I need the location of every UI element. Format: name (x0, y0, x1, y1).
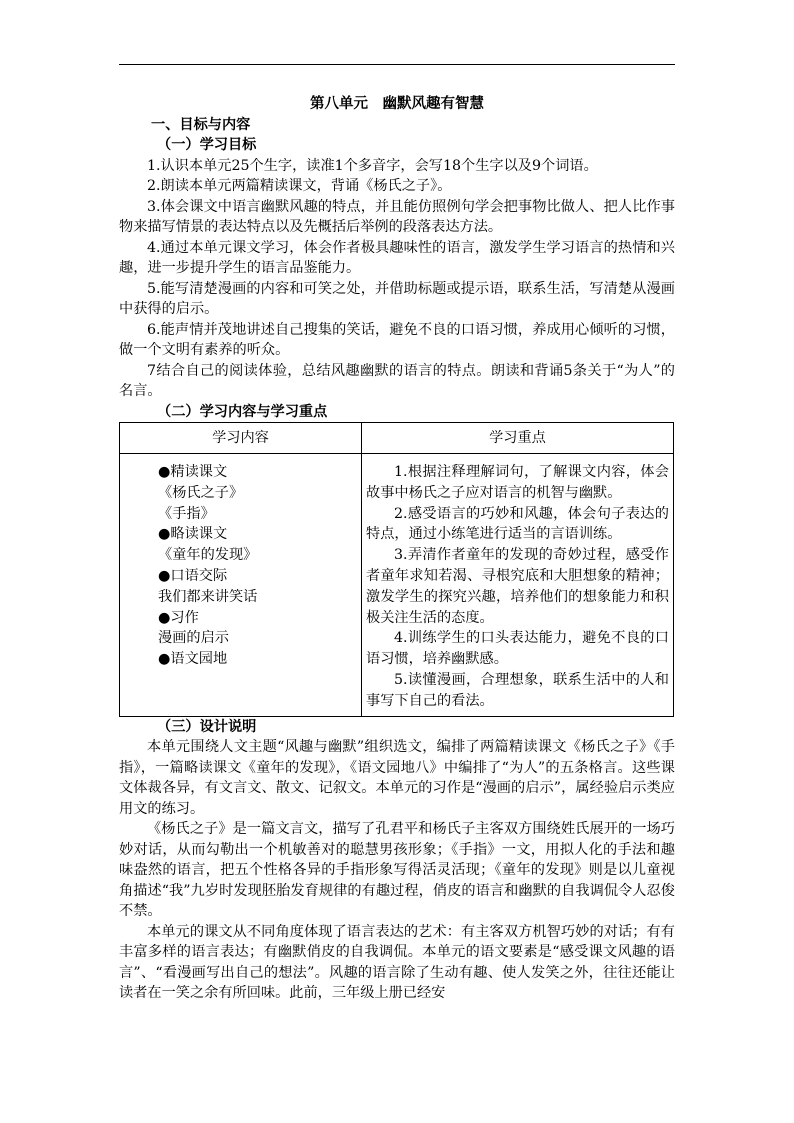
design-notes (119, 737, 675, 1004)
goal-item: 6.能声情并茂地讲述自己搜集的笑话，避免不良的口语习惯，养成用心倾听的习惯，做一个文明有素养的听众。 (119, 321, 675, 358)
content-item: ●略读课文 (158, 526, 228, 543)
focus-item: 4.训练学生的口头表达能力，避免不良的口语习惯，培养幽默感。 (366, 630, 669, 668)
design-paragraph: 本单元的课文从不同角度体现了语言表达的艺术：有主客双方机智巧妙的对话；有有丰富多样的语言表达；有幽默俏皮的自我调侃。本单元的语文要素是“感受课文风趣的语言”、“看漫画写出自己的想法”。风趣的语言除了生动有趣、使人发笑之外，往往还能让读者在一笑之余有所回味。此前，三年级上册已经安 (119, 923, 675, 1002)
subheading-content-focus: （二）学习内容与学习重点 (157, 403, 328, 420)
content-item: 《杨氏之子》 (158, 484, 244, 501)
header-rule (119, 64, 675, 65)
content-item: 《童年的发现》 (158, 547, 258, 564)
subheading-learning-goals: （一）学习目标 (157, 137, 257, 153)
goal-item: 1.认识本单元25个生字，读准1个多音字，会写18个生字以及9个词语。 (147, 157, 598, 174)
goal-item: 5.能写清楚漫画的内容和可笑之处，并借助标题或提示语，联系生活，写清楚从漫画中获得的启示。 (119, 280, 675, 317)
table-header-row (120, 423, 674, 454)
design-paragraph: 《杨氏之子》是一篇文言文，描写了孔君平和杨氏子主客双方围绕姓氏展开的一场巧妙对话，从而勾勒出一个机敏善对的聪慧男孩形象；《手指》一文，用拟人化的手法和趣味盎然的语言，把五个性格各异的手指形象写得活灵活现；《童年的发现》则是以儿童视角描述“我”九岁时发现胚胎发育规律的有趣过程，俏皮的语言和幽默的自我调侃令人忍俊不禁。 (119, 821, 675, 920)
focus-item: 1.根据注释理解词句，了解课文内容，体会故事中杨氏之子应对语言的机智与幽默。 (366, 464, 669, 501)
table-cell-content (120, 454, 362, 717)
table-row (120, 454, 674, 717)
goal-item: 7结合自己的阅读体验，总结风趣幽默的语言的特点。朗读和背诵5条关于“为人”的名言。 (119, 362, 675, 399)
table-header-content: 学习内容 (120, 423, 362, 454)
focus-item: 5.读懂漫画，合理想象，联系生活中的人和事写下自己的看法。 (366, 671, 669, 709)
subheading-design-notes: （三）设计说明 (157, 718, 257, 735)
focus-item: 3.弄清作者童年的发现的奇妙过程，感受作者童年求知若渴、寻根究底和大胆想象的精神；激发学生的探究兴趣，培养他们的想象能力和积极关注生活的态度。 (366, 547, 669, 626)
table-header-focus: 学习重点 (362, 423, 674, 454)
section-heading-goals-content: 一、目标与内容 (151, 116, 251, 133)
design-paragraph: 本单元围绕人文主题“风趣与幽默”组织选文，编排了两篇精读课文《杨氏之子》《手指》，一篇略读课文《童年的发现》，《语文园地八》中编排了“为人”的五条格言。这些课文体裁各异，有文言文、散文、记叙文。本单元的习作是“漫画的启示”，属经验启示类应用文的练习。 (119, 739, 675, 817)
content-item: 我们都来讲笑话 (158, 588, 258, 605)
focus-item: 2.感受语言的巧妙和风趣，体会句子表达的特点，通过小练笔进行适当的言语训练。 (366, 505, 669, 543)
document-body (119, 94, 675, 1004)
content-item: ●语文园地 (158, 651, 228, 668)
content-item: 《手指》 (158, 505, 215, 522)
content-item: 漫画的启示 (158, 630, 229, 647)
goal-item: 3.体会课文中语言幽默风趣的特点，并且能仿照例句学会把事物比做人、把人比作事物来描写情景的表达特点以及先概括后举例的段落表达方法。 (119, 198, 675, 235)
page-title: 第八单元 幽默风趣有智慧 (310, 95, 484, 112)
table-cell-focus (362, 454, 674, 717)
goal-item: 4.通过本单元课文学习，体会作者极具趣味性的语言，激发学生学习语言的热情和兴趣，进一步提升学生的语言品鉴能力。 (119, 239, 675, 276)
content-item: ●习作 (158, 609, 199, 626)
goal-item: 2.朗读本单元两篇精读课文，背诵《杨氏之子》。 (147, 178, 452, 194)
content-item: ●精读课文 (158, 464, 228, 480)
goals-list (119, 156, 675, 402)
content-focus-table (119, 422, 674, 717)
content-item: ●口语交际 (158, 567, 228, 584)
